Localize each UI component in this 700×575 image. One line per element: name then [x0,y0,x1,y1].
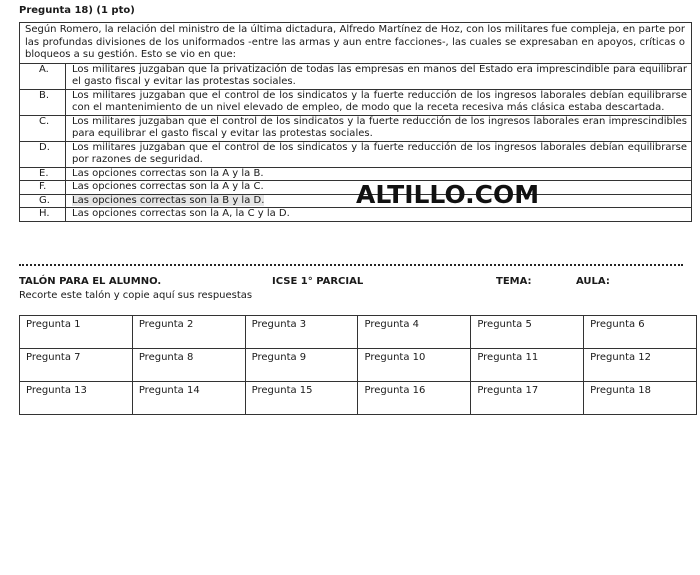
option-c [20,116,691,142]
talon-label: TALÓN PARA EL ALUMNO. [19,276,162,287]
option-letter: F. [20,181,66,194]
option-text: Los militares juzgaban que el control de los sindicatos y la fuerte reducción de los ingresos laborales eran imprescindibles para equilibrar el gasto fiscal y evitar las protestas sociales. [72,115,687,139]
option-e [20,168,691,182]
tema-label: TEMA: [496,276,532,287]
grid-row [20,316,697,349]
option-text: Los militares juzgaban que el control de los sindicatos y la fuerte reducción de los ingresos laborales debían equilibrarse por razones de seguridad. [72,141,687,165]
answer-cell[interactable]: Pregunta 17 [471,382,584,415]
option-b [20,90,691,116]
option-letter: E. [20,168,66,181]
option-text: Los militares juzgaban que la privatización de todas las empresas en manos del Estado era imprescindible para equilibrar el gasto fiscal y evitar las protestas sociales. [72,63,687,87]
answer-cell[interactable]: Pregunta 6 [584,316,697,349]
exam-name: ICSE 1° PARCIAL [272,276,364,287]
answer-cell[interactable]: Pregunta 10 [358,349,471,382]
answer-cell[interactable]: Pregunta 13 [20,382,133,415]
option-a [20,64,691,90]
aula-label: AULA: [576,276,610,287]
option-text: Las opciones correctas son la A y la B. [72,167,264,179]
answer-cell[interactable]: Pregunta 3 [245,316,358,349]
option-letter: C. [20,116,66,141]
option-letter: D. [20,142,66,167]
cut-line [19,264,683,266]
option-d [20,142,691,168]
watermark: ALTILLO.COM [356,180,540,209]
answer-cell[interactable]: Pregunta 16 [358,382,471,415]
answer-cell[interactable]: Pregunta 9 [245,349,358,382]
answer-cell[interactable]: Pregunta 14 [132,382,245,415]
answer-cell[interactable]: Pregunta 2 [132,316,245,349]
option-letter: G. [20,195,66,208]
answer-cell[interactable]: Pregunta 5 [471,316,584,349]
answer-cell[interactable]: Pregunta 4 [358,316,471,349]
grid-row [20,349,697,382]
answer-cell[interactable]: Pregunta 12 [584,349,697,382]
question-stem: Según Romero, la relación del ministro de la última dictadura, Alfredo Martínez de Hoz, con los militares fue compleja, en parte por las profundas divisiones de los uniformados -entre las armas y aun entre facciones-, las cuales se expresaban en apoyos, críticas o bloqueos a su gestión. Esto se vio en que: [20,23,691,64]
option-h [20,208,691,221]
option-text: Las opciones correctas son la A, la C y la D. [72,208,290,219]
grid-row [20,382,697,415]
answer-cell[interactable]: Pregunta 15 [245,382,358,415]
answer-cell[interactable]: Pregunta 11 [471,349,584,382]
answer-cell[interactable]: Pregunta 8 [132,349,245,382]
option-text: Las opciones correctas son la B y la D. [72,194,265,206]
option-letter: A. [20,64,66,89]
question-title: Pregunta 18) (1 pto) [19,5,135,16]
option-letter: H. [20,208,66,221]
option-text: Los militares juzgaban que el control de los sindicatos y la fuerte reducción de los ingresos laborales debían equilibrarse con el mantenimiento de un nivel elevado de empleo, de modo que la receta recesiva más clásica estaba descartada. [72,89,687,113]
answer-grid [19,315,697,415]
answer-cell[interactable]: Pregunta 18 [584,382,697,415]
option-letter: B. [20,90,66,115]
talon-instructions: Recorte este talón y copie aquí sus respuestas [19,290,253,301]
option-text: Las opciones correctas son la A y la C. [72,181,264,192]
answer-cell[interactable]: Pregunta 1 [20,316,133,349]
answer-cell[interactable]: Pregunta 7 [20,349,133,382]
